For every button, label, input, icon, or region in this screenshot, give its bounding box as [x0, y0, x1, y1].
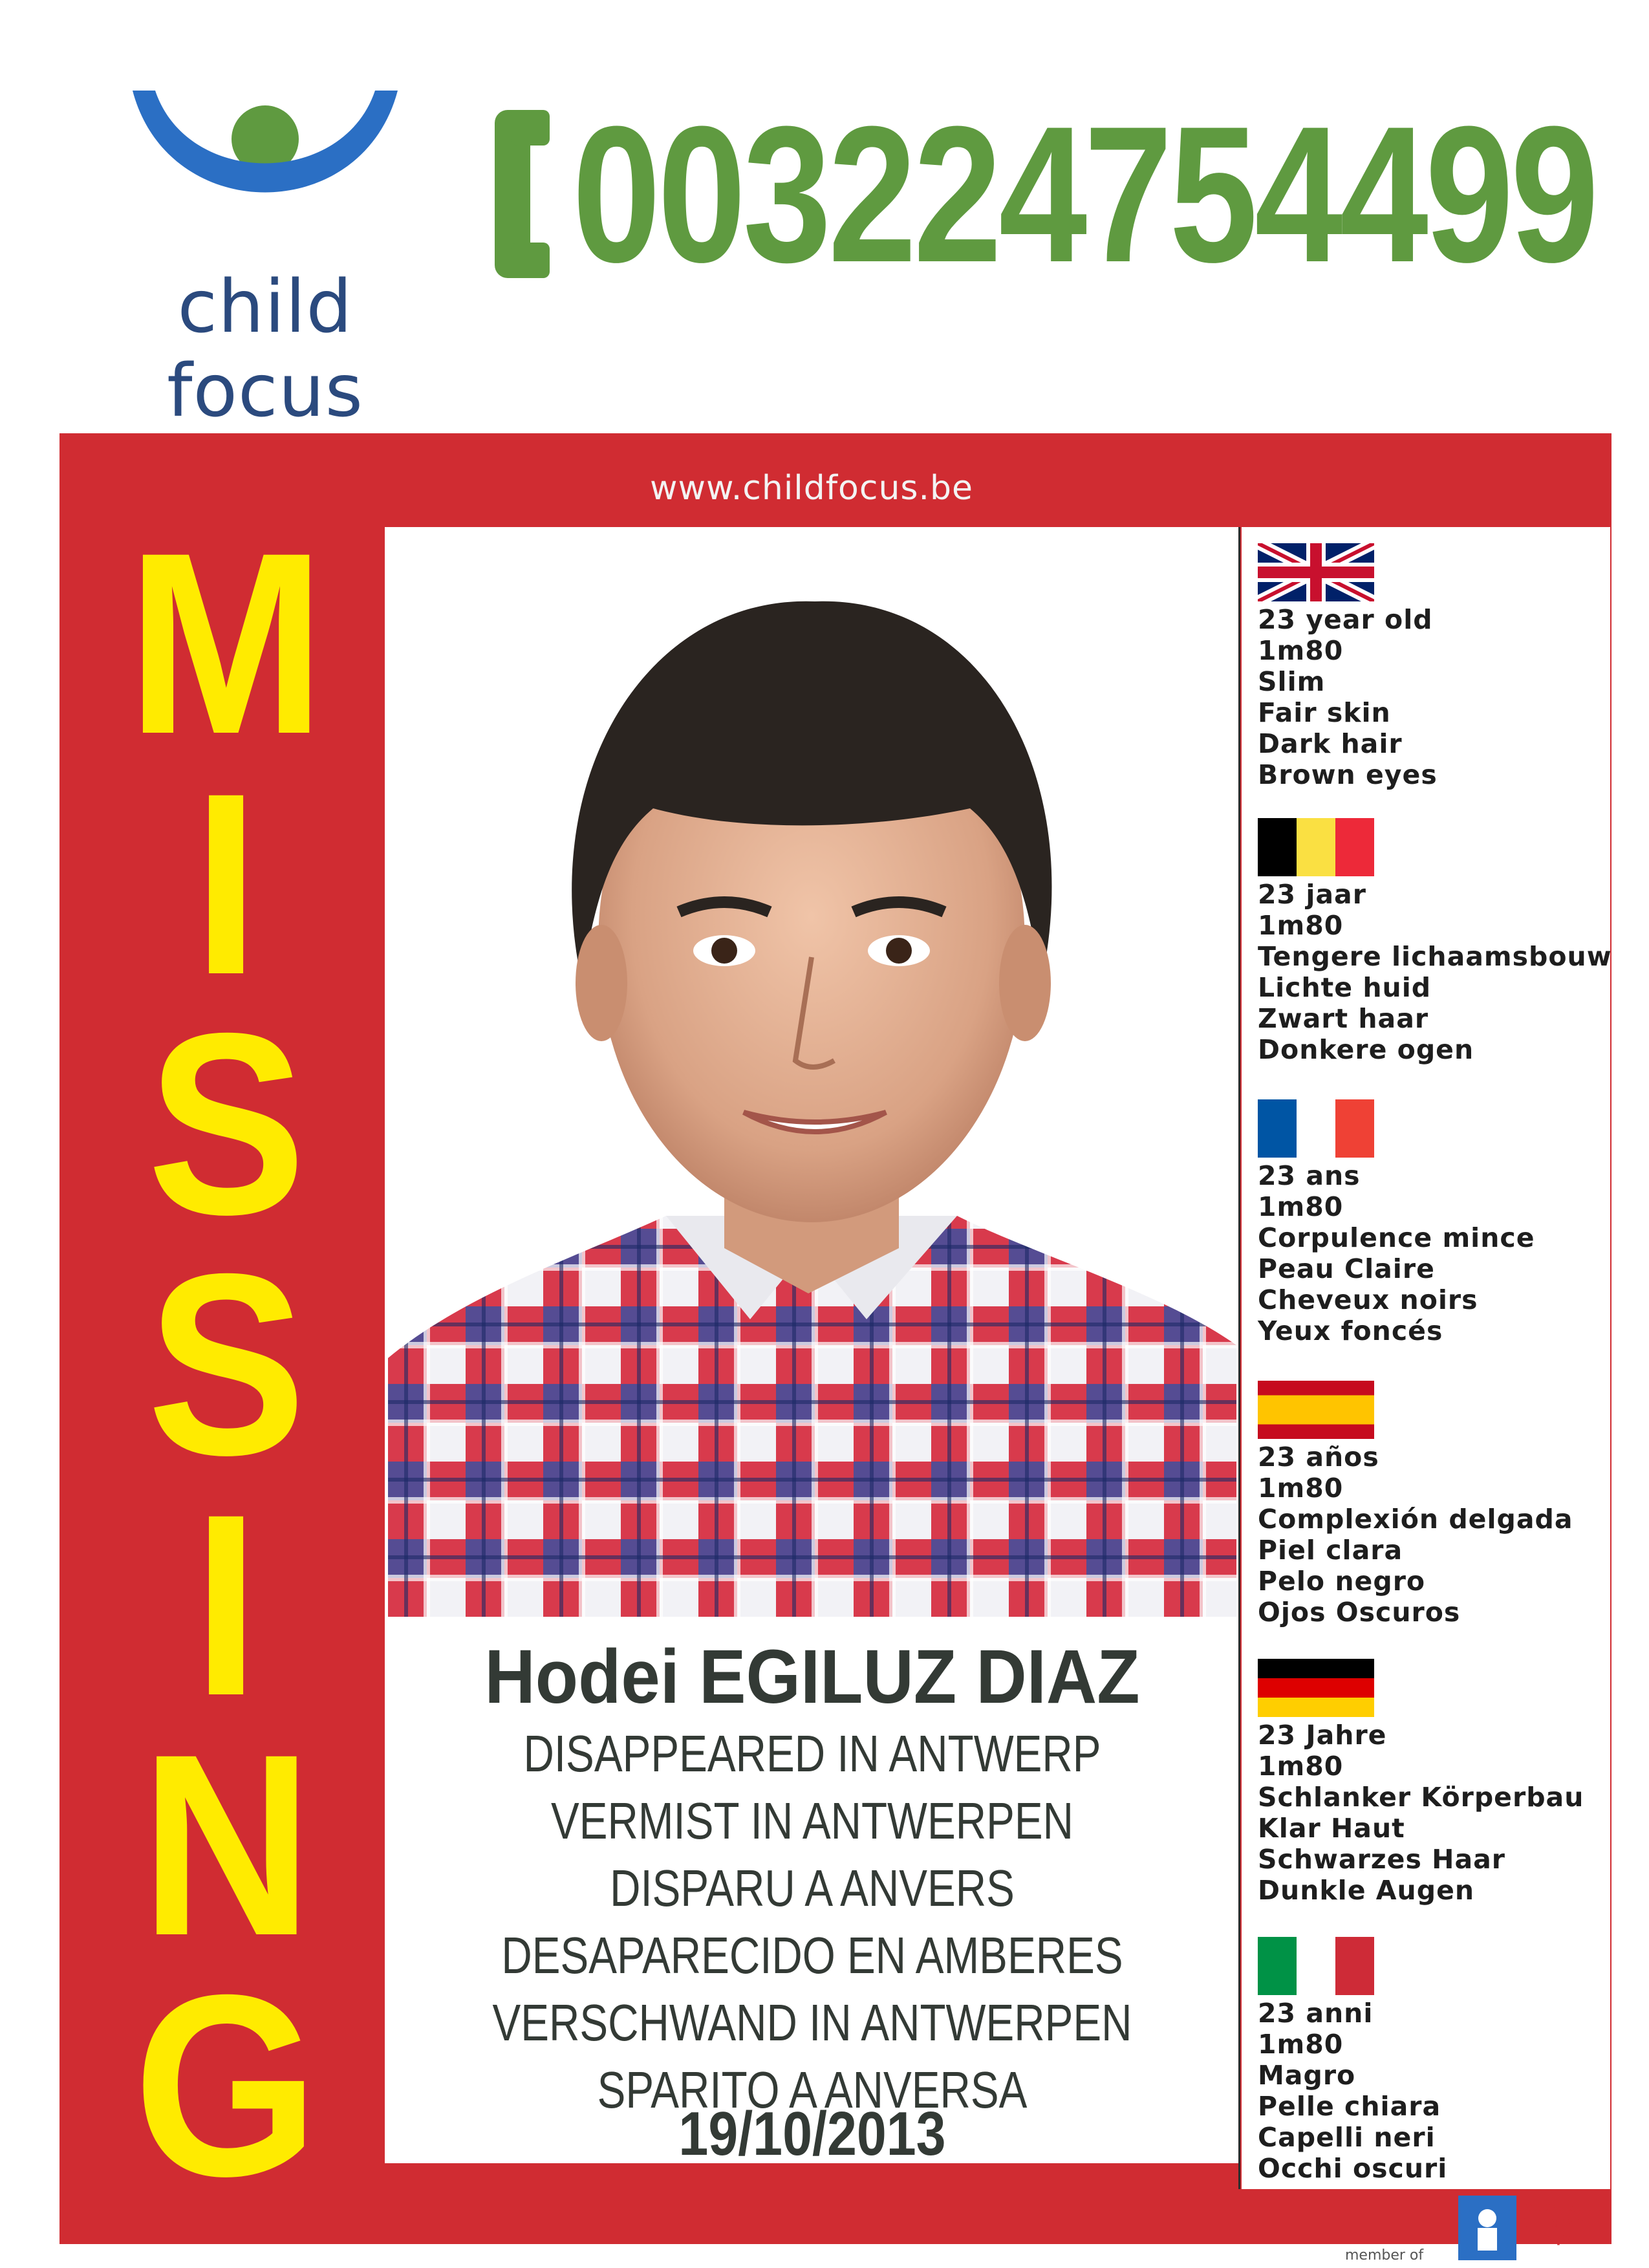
- missing-letter: M: [127, 499, 326, 788]
- desc-line: 1m80: [1258, 1751, 1344, 1782]
- description-german: [1258, 1659, 1610, 1906]
- missing-letter: S: [147, 979, 306, 1269]
- desc-line: 1m80: [1258, 1191, 1344, 1222]
- desc-line: 23 jaar: [1258, 879, 1366, 910]
- desc-line: Klar Haut: [1258, 1813, 1405, 1844]
- member-of-text: member of: [1345, 2247, 1424, 2263]
- hotline: [475, 85, 1649, 303]
- disappearance-statements: [388, 1720, 1236, 2124]
- desc-line: Occhi oscuri: [1258, 2153, 1448, 2184]
- statement-german: VERSCHWAND IN ANTWERPEN: [492, 1994, 1132, 2051]
- desc-line: Complexión delgada: [1258, 1504, 1573, 1535]
- mce-line: Missing: [1523, 2199, 1579, 2214]
- description-english: [1258, 543, 1610, 790]
- statement-spanish: DESAPARECIDO EN AMBERES: [501, 1927, 1123, 1984]
- column-divider: [1238, 527, 1240, 2189]
- disappearance-date: 19/10/2013: [678, 2099, 946, 2168]
- desc-line: Schlanker Körperbau: [1258, 1782, 1584, 1813]
- desc-line: Slim: [1258, 666, 1326, 697]
- spain-flag-icon: [1258, 1381, 1374, 1439]
- desc-line: 23 ans: [1258, 1160, 1361, 1191]
- desc-line: Yeux foncés: [1258, 1315, 1443, 1346]
- desc-line: Ojos Oscuros: [1258, 1597, 1461, 1628]
- desc-line: 23 años: [1258, 1442, 1379, 1473]
- belgium-flag-icon: [1258, 818, 1374, 876]
- desc-line: Pelle chiara: [1258, 2091, 1441, 2122]
- desc-line: Schwarzes Haar: [1258, 1844, 1505, 1875]
- italy-flag-icon: [1258, 1937, 1374, 1995]
- desc-line: Cheveux noirs: [1258, 1284, 1478, 1315]
- desc-line: Donkere ogen: [1258, 1034, 1474, 1065]
- desc-line: Corpulence mince: [1258, 1222, 1535, 1253]
- desc-line: Tengere lichaamsbouw: [1258, 941, 1612, 972]
- desc-line: Peau Claire: [1258, 1253, 1435, 1284]
- missing-person-photo: [388, 530, 1236, 1617]
- mce-logo-text: [1523, 2199, 1584, 2245]
- statement-french: DISPARU A ANVERS: [610, 1859, 1015, 1917]
- desc-line: 23 year old: [1258, 604, 1433, 635]
- desc-line: Magro: [1258, 2060, 1356, 2091]
- germany-flag-icon: [1258, 1659, 1374, 1717]
- missing-letter: I: [193, 739, 260, 1028]
- missing-letter: G: [133, 1940, 319, 2230]
- desc-line: Brown eyes: [1258, 759, 1438, 790]
- statement-italian: SPARITO A ANVERSA: [597, 2061, 1028, 2119]
- desc-line: Fair skin: [1258, 697, 1391, 728]
- mce-line: Europe: [1523, 2230, 1575, 2245]
- desc-line: Dark hair: [1258, 728, 1403, 759]
- logo-text: child focus: [167, 265, 363, 433]
- missing-heading: [68, 499, 385, 2230]
- child-focus-logo: [71, 78, 459, 433]
- mce-line: Children: [1523, 2214, 1584, 2230]
- desc-line: Piel clara: [1258, 1535, 1403, 1566]
- desc-line: Capelli neri: [1258, 2122, 1436, 2153]
- statement-dutch: VERMIST IN ANTWERPEN: [551, 1792, 1073, 1850]
- desc-line: 1m80: [1258, 910, 1344, 941]
- statement-english: DISAPPEARED IN ANTWERP: [523, 1725, 1101, 1782]
- description-italian: [1258, 1937, 1610, 2184]
- desc-line: Zwart haar: [1258, 1003, 1429, 1034]
- desc-line: 1m80: [1258, 2029, 1344, 2060]
- child-focus-figure-icon: [71, 78, 459, 272]
- desc-line: 1m80: [1258, 1473, 1344, 1504]
- website-url: www.childfocus.be: [649, 469, 974, 508]
- uk-flag-icon: [1258, 543, 1374, 601]
- description-french: [1258, 1099, 1610, 1346]
- missing-letter: I: [193, 1460, 260, 1749]
- desc-line: Lichte huid: [1258, 972, 1432, 1003]
- description-spanish: [1258, 1381, 1610, 1628]
- phone-icon: [475, 97, 572, 291]
- missing-letter: S: [147, 1219, 306, 1509]
- person-name: Hodei EGILUZ DIAZ: [484, 1634, 1140, 1720]
- desc-line: 1m80: [1258, 635, 1344, 666]
- desc-line: 23 Jahre: [1258, 1720, 1387, 1751]
- france-flag-icon: [1258, 1099, 1374, 1158]
- missing-letter: N: [140, 1700, 312, 1990]
- desc-line: 23 anni: [1258, 1998, 1374, 2029]
- description-dutch: [1258, 818, 1610, 1065]
- phone-number: 003224754499: [572, 85, 1596, 303]
- desc-line: Pelo negro: [1258, 1566, 1426, 1597]
- desc-line: Dunkle Augen: [1258, 1875, 1475, 1906]
